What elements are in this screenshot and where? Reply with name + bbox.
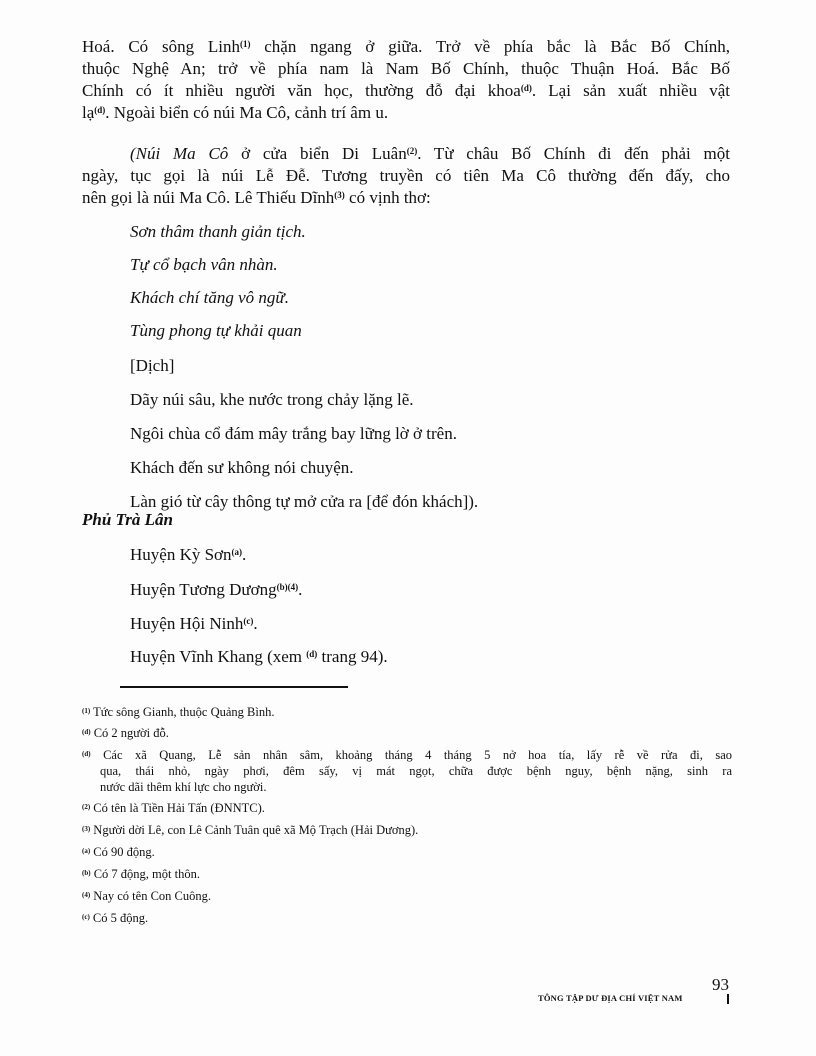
text: Có tên là Tiền Hải Tấn (ĐNNTC).: [93, 801, 265, 815]
footnote: [82, 822, 418, 838]
text: Huyện Vĩnh Khang (xem: [130, 647, 307, 666]
footnote-mark: (1): [82, 707, 91, 715]
text-line: [82, 37, 730, 57]
footnote: [82, 866, 200, 882]
text: trang 94).: [317, 647, 388, 666]
footnote: [82, 844, 155, 860]
text-line: [82, 81, 730, 101]
translation-line: Ngôi chùa cổ đám mây trắng bay lững lờ ở trên.: [130, 424, 457, 443]
text: (Núi Ma Cô: [130, 144, 229, 163]
text: Huyện Kỳ Sơn: [130, 545, 232, 564]
footnote: [82, 747, 732, 763]
text: Người dời Lê, con Lê Cảnh Tuân quê xã Mộ Trạch (Hải Dương).: [93, 823, 419, 837]
text: Có 5 động.: [92, 911, 149, 925]
poem-line: Khách chí tăng vô ngữ.: [130, 288, 289, 307]
text: Nay có tên Con Cuông.: [93, 889, 211, 903]
footnote-separator: [120, 686, 348, 688]
poem-line: Tùng phong tự khải quan: [130, 321, 302, 340]
text: Hoá. Có sông Linh: [82, 37, 240, 56]
translation-line: Dãy núi sâu, khe nước trong chảy lặng lẽ.: [130, 390, 414, 409]
text: Huyện Hội Ninh: [130, 614, 244, 633]
text: ở cửa biển Di Luân: [228, 144, 407, 163]
district-item: [130, 580, 302, 600]
footnote-ref: (d): [94, 105, 106, 115]
translation-line: Khách đến sư không nói chuyện.: [130, 458, 354, 477]
footnote-ref: (a): [231, 547, 243, 557]
footnote-ref: (b)(4): [276, 582, 299, 592]
text: . Từ châu Bố Chính đi đến phải một: [417, 144, 730, 163]
text: . Ngoài biển có núi Ma Cô, cảnh trí âm u.: [105, 103, 389, 122]
district-item: [130, 545, 246, 565]
footnote: [82, 704, 274, 720]
text: chặn ngang ở giữa. Trở về phía bắc là Bắc Bố Chính,: [250, 37, 730, 56]
text: nên gọi là núi Ma Cô. Lê Thiếu Dĩnh: [82, 188, 335, 207]
section-heading: Phủ Trà Lân: [82, 510, 174, 529]
text-line: ngày, tục gọi là núi Lễ Đễ. Tương truyền có tiên Ma Cô thường đến đấy, cho: [82, 166, 730, 185]
footer-rule: [727, 994, 729, 1004]
text: Có 90 động.: [93, 845, 155, 859]
text: .: [242, 545, 247, 564]
text: Có 7 động, một thôn.: [93, 867, 200, 881]
text-line: [82, 103, 388, 123]
footnote: [82, 910, 148, 926]
translation-label: [Dịch]: [130, 356, 175, 375]
text-line: [82, 188, 431, 208]
text: .: [253, 614, 258, 633]
footnote-mark: (d): [82, 750, 91, 758]
text: . Lại sản xuất nhiều vật: [531, 81, 730, 100]
text: Chính có ít nhiều người văn học, thường đỗ đại khoa: [82, 81, 521, 100]
footnote-continuation: nước dãi thêm khí lực cho người.: [100, 780, 267, 794]
footnote-mark: (c): [82, 913, 90, 921]
footnote: [82, 725, 169, 741]
footnote-ref: (c): [243, 616, 254, 626]
footnote-mark: (b): [82, 869, 91, 877]
footnote-mark: (4): [82, 891, 91, 899]
poem-line: Sơn thâm thanh giản tịch.: [130, 222, 306, 241]
footnote-continuation: qua, thái nhỏ, ngày phơi, đêm sấy, vị mát ngọt, chữa được bệnh nguy, bệnh nặng, sinh ra: [100, 764, 732, 778]
footnote-mark: (3): [82, 825, 91, 833]
text-line: [130, 144, 730, 164]
text: Tức sông Gianh, thuộc Quảng Bình.: [93, 705, 275, 719]
footnote: [82, 888, 211, 904]
text: Huyện Tương Dương: [130, 580, 277, 599]
footnote-ref: (2): [406, 146, 418, 156]
district-item: [130, 647, 388, 667]
text: lạ: [82, 103, 95, 122]
footnote-ref: (3): [334, 190, 345, 200]
translation-line: Làn gió từ cây thông tự mở cửa ra [để đón khách]).: [130, 492, 479, 511]
footnote-ref: (d): [520, 83, 532, 93]
footnote-mark: (d): [82, 728, 91, 736]
page-number: 93: [712, 975, 729, 994]
text-line: thuộc Nghệ An; trở về phía nam là Nam Bố Chính, thuộc Thuận Hoá. Bắc Bố: [82, 59, 730, 78]
running-title: TÔNG TẬP DƯ ĐỊA CHÍ VIỆT NAM: [538, 993, 683, 1003]
district-item: [130, 614, 258, 634]
text: có vịnh thơ:: [344, 188, 431, 207]
text: Các xã Quang, Lễ sản nhân sâm, khoảng tháng 4 tháng 5 nở hoa tía, lấy rễ về rửa đi, sao: [103, 748, 733, 762]
footnote: [82, 800, 265, 816]
text: .: [298, 580, 303, 599]
footnote-ref: (d): [306, 649, 318, 659]
footnote-ref: (1): [239, 39, 251, 49]
footnote-mark: (a): [82, 847, 91, 855]
text: Có 2 người đỗ.: [93, 726, 169, 740]
poem-line: Tự cổ bạch vân nhàn.: [130, 255, 278, 274]
footnote-mark: (2): [82, 803, 91, 811]
